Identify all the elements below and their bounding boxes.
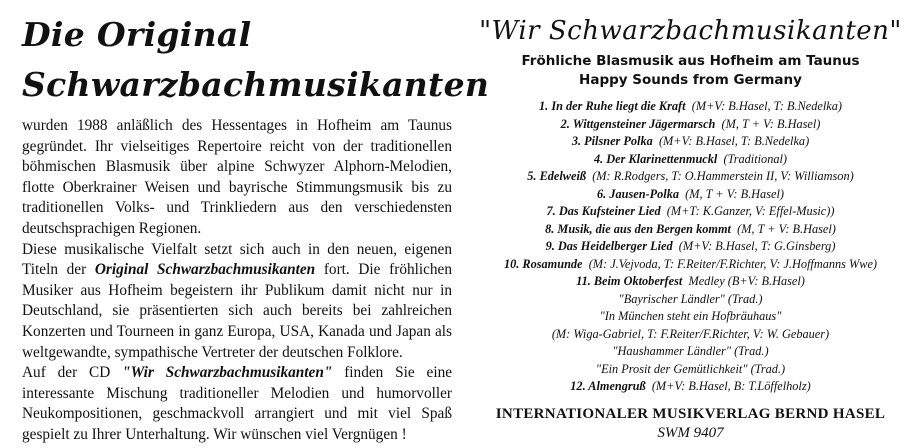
catalog-number: SWM 9407	[657, 424, 724, 441]
track-item	[468, 133, 913, 151]
left-panel	[22, 10, 490, 446]
track-list	[468, 98, 913, 396]
track-credits: (M+T: K.Ganzer, V: Effel-Music))	[666, 204, 835, 218]
cd-name-emphasis: "Wir Schwarzbachmusikanten"	[122, 364, 333, 382]
track-title: 10. Rosamunde	[503, 256, 583, 271]
track-credits: "Haushammer Ländler" (Trad.)	[612, 344, 769, 358]
track-item	[468, 273, 913, 291]
track-title: 7. Das Kufsteiner Lied	[546, 204, 661, 218]
track-credits: (M, T + V: B.Hasel)	[721, 116, 821, 131]
track-title: 2. Wittgensteiner Jägermarsch	[560, 116, 716, 131]
page-title-line-2: Schwarzbachmusikanten	[22, 65, 490, 104]
paragraph-cd: Auf der CD "Wir Schwarzbachmusikanten" finden Sie eine interessante Mischung traditioneller Melodien und humorvoller Neukompositionen, geschmackvoll arrangiert und mit viel Spaß gespielt zu Ihrer Unterhaltung. Wir wünschen viel Vergnügen !	[22, 364, 453, 443]
track-item	[468, 378, 913, 396]
track-item	[468, 151, 913, 169]
track-title: 11. Beim Oktoberfest	[576, 274, 683, 288]
track-title: 9. Das Heidelberger Lied	[545, 239, 673, 253]
track-item	[468, 326, 913, 344]
track-credits: (Traditional)	[723, 151, 788, 166]
track-credits: Medley (B+V: B.Hasel)	[688, 274, 805, 288]
band-name-emphasis: Original Schwarzbachmusikanten	[94, 261, 316, 279]
track-item	[468, 203, 913, 221]
track-item	[468, 308, 913, 326]
track-credits: (M+V: B.Hasel, B: T.Löffelholz)	[651, 379, 811, 393]
track-credits: (M, T + V: B.Hasel)	[685, 186, 784, 201]
track-title: 8. Musik, die aus den Bergen kommt	[545, 221, 731, 236]
description-text	[22, 116, 452, 446]
track-credits: (M: J.Vejvoda, T: F.Reiter/F.Richter, V: J.Hoffmanns Wwe)	[588, 256, 878, 271]
track-item	[468, 361, 913, 379]
track-credits: (M+V: B.Hasel, T: G.Ginsberg)	[678, 239, 836, 253]
track-title: 12. Almengruß	[570, 379, 646, 393]
track-title: 6. Jausen-Polka	[597, 186, 679, 201]
track-credits: (M: R.Rodgers, T: O.Hammerstein II, V: Williamson)	[592, 169, 854, 183]
track-credits: (M, T + V: B.Hasel)	[737, 221, 836, 236]
track-item	[468, 343, 913, 361]
track-item	[468, 238, 913, 256]
right-panel	[468, 10, 913, 443]
subtitle-german: Fröhliche Blasmusik aus Hofheim am Taunus	[521, 53, 860, 69]
paragraph-history: wurden 1988 anläßlich des Hessentages in Hofheim am Taunus gegründet. Ihr vielseitiges Repertoire reicht von der traditionellen böhmischen Blasmusik über alpine Schwyzer Alphorn-Melodien, flotte Oberkrainer Weisen und bayrische Stimmungsmusik bis zu traditionellen Volks- und Trinkliedern aus den verschiedensten deutschsprachigen Regionen.	[22, 117, 452, 237]
track-item	[468, 291, 913, 309]
track-item	[468, 98, 913, 116]
cd-title: "Wir Schwarzbachmusikanten"	[479, 16, 902, 46]
subtitle-english: Happy Sounds from Germany	[579, 72, 802, 88]
track-item	[468, 186, 913, 204]
track-item	[468, 168, 913, 186]
track-item	[468, 221, 913, 239]
track-item	[468, 116, 913, 134]
track-credits: (M: Wiga-Gabriel, T: F.Reiter/F.Richter, V: W. Gebauer)	[551, 326, 830, 341]
track-title: 5. Edelweiß	[527, 169, 587, 183]
track-credits: (M+V: B.Hasel, T: B.Nedelka)	[691, 99, 842, 113]
track-credits: (M+V: B.Hasel, T: B.Nedelka)	[658, 134, 810, 148]
track-credits: "Bayrischer Ländler" (Trad.)	[618, 291, 763, 306]
track-title: 4. Der Klarinettenmuckl	[593, 151, 718, 166]
track-title: 3. Pilsner Polka	[571, 134, 653, 148]
publisher-name: INTERNATIONALER MUSIKVERLAG BERND HASEL	[495, 405, 886, 422]
track-item	[468, 256, 913, 274]
track-credits: "In München steht ein Hofbräuhaus"	[599, 309, 782, 323]
paragraph-variety: Diese musikalische Vielfalt setzt sich auch in den neuen, eigenen Titeln der Original Schwarzbachmusikanten fort. Die fröhlichen Musiker aus Hofheim begeistern ihr Publikum damit nicht nur in Deutschland, sie präsentierten sich auch bereits bei zahlreichen Konzerten und Tourneen in ganz Europa, USA, Kanada und Japan als weltgewandte, sympathische Vertreter der deutschen Folklore.	[22, 240, 452, 361]
page-title-line-1: Die Original	[22, 15, 252, 54]
track-credits: "Ein Prosit der Gemütlichkeit" (Trad.)	[595, 361, 786, 376]
track-title: 1. In der Ruhe liegt die Kraft	[539, 99, 686, 113]
